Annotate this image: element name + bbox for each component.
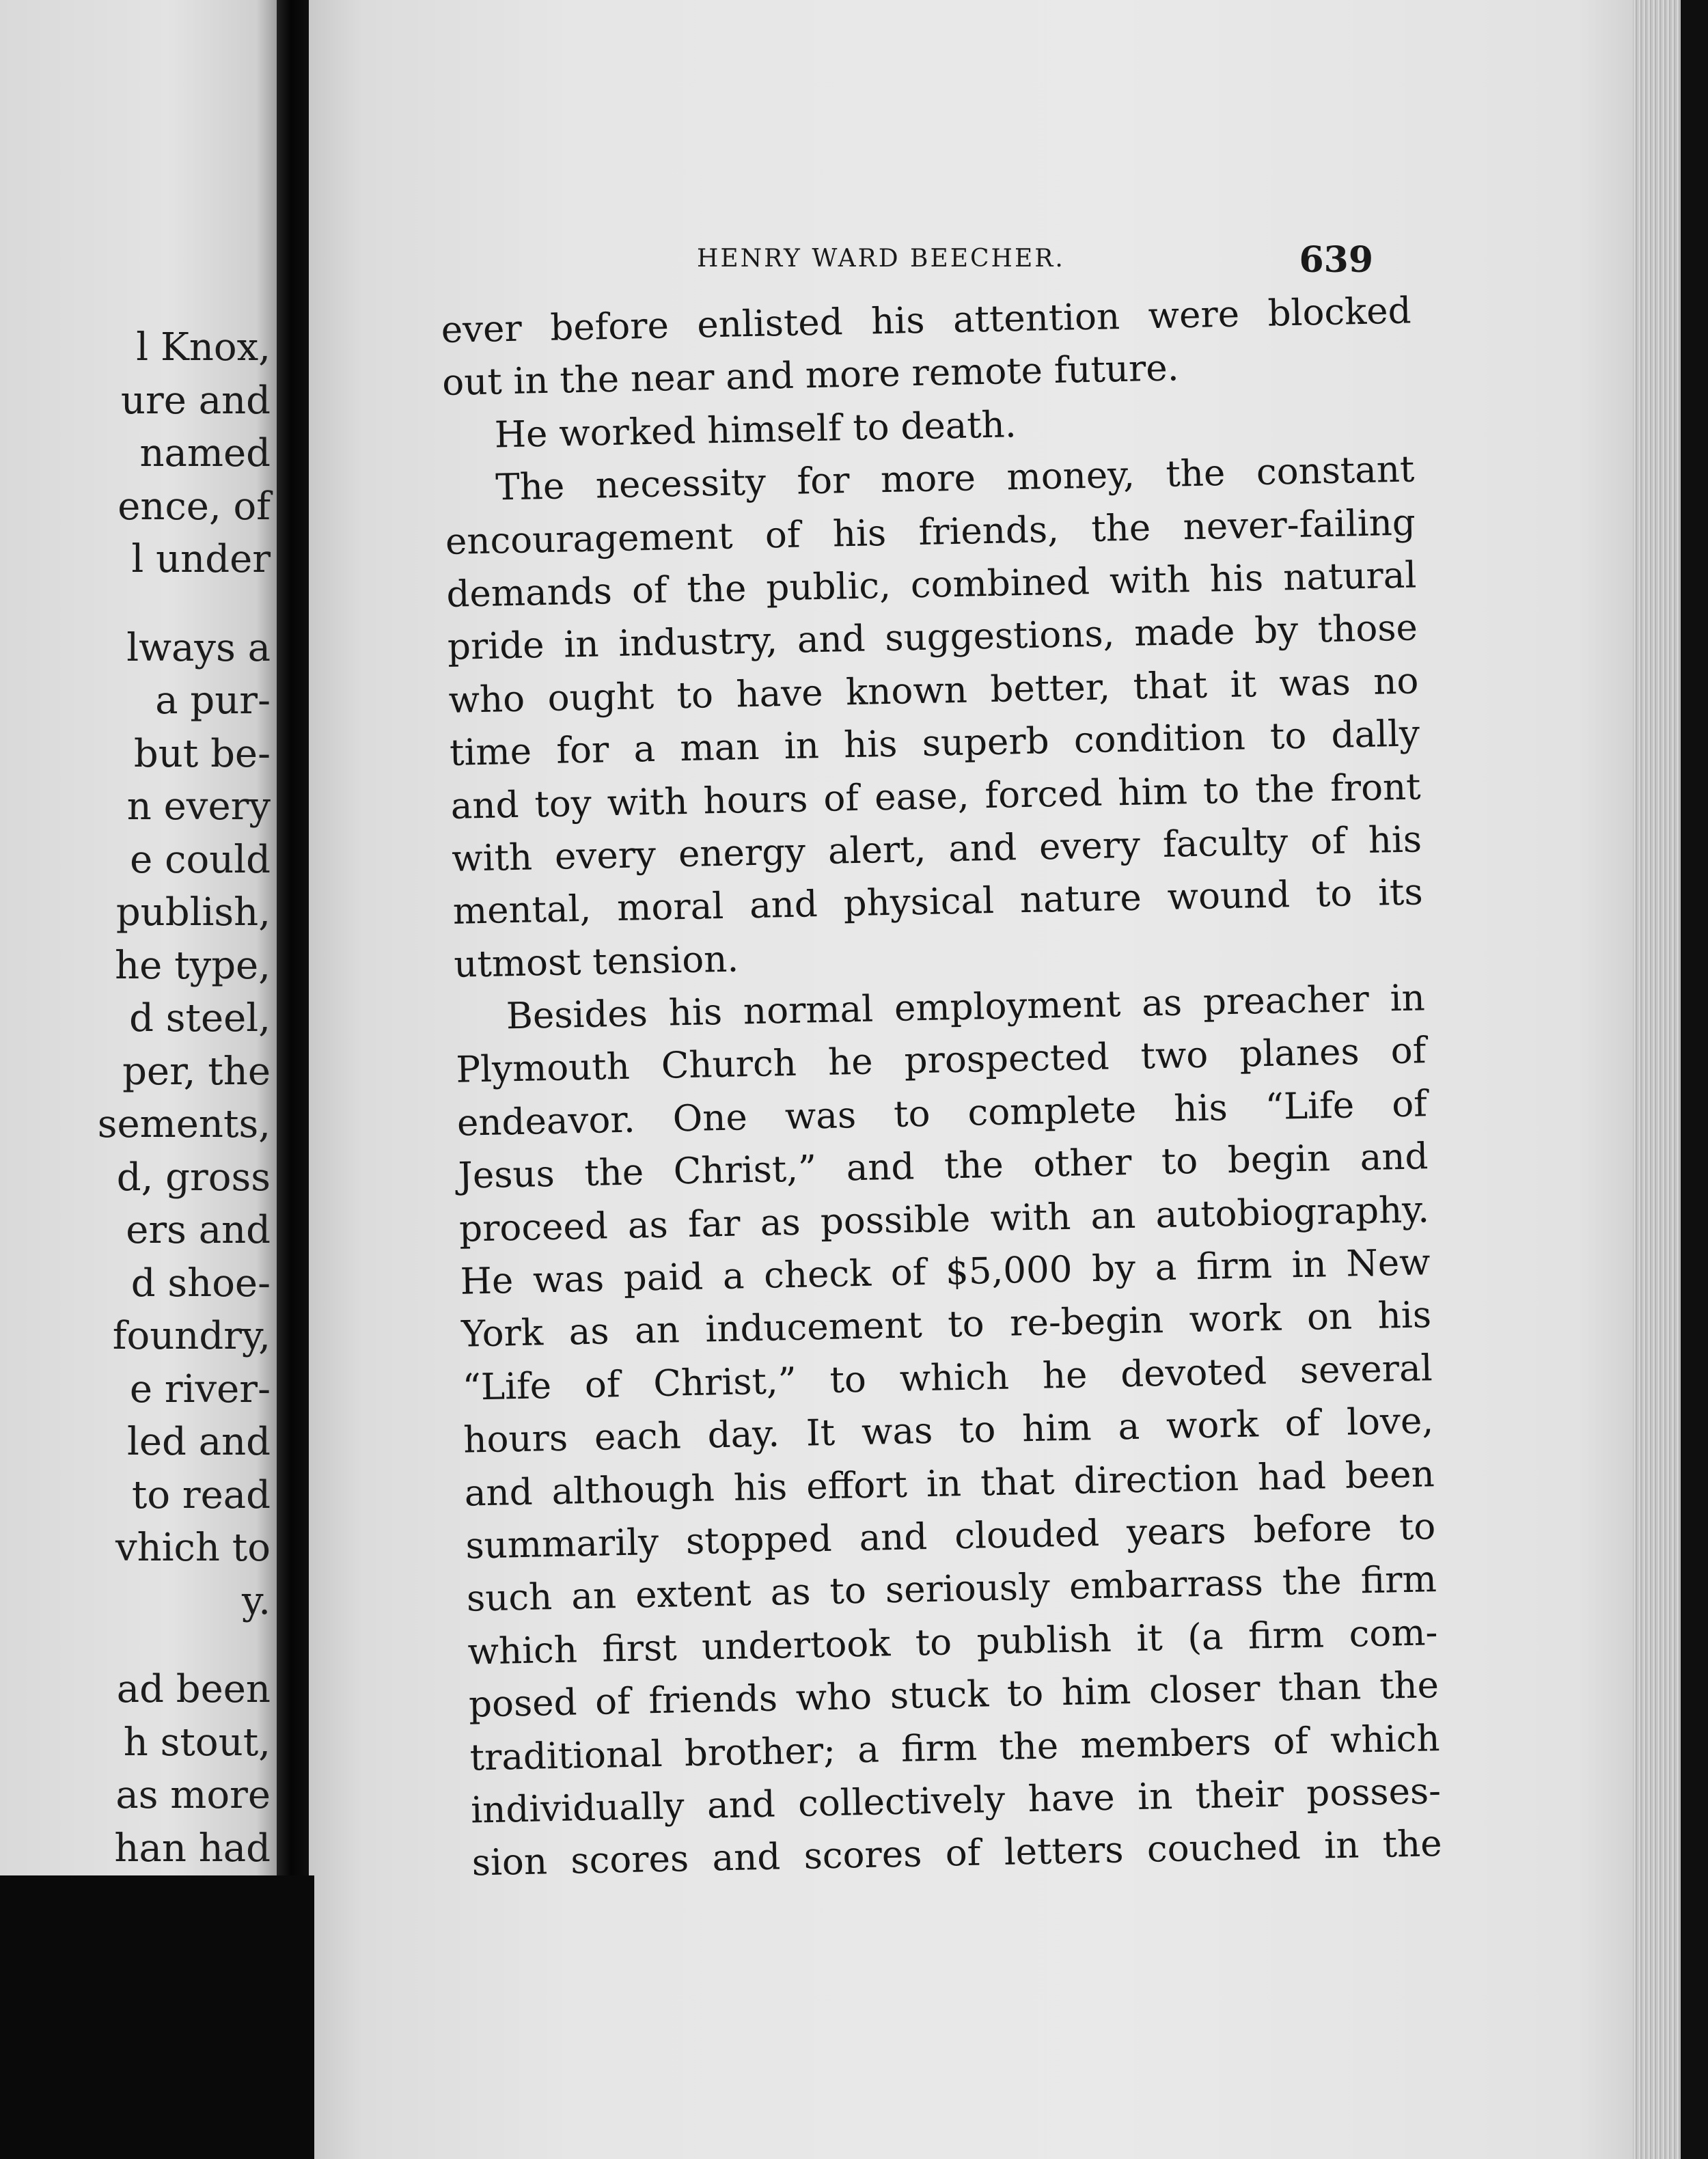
text-line: traditional brother; a firm the members of which	[469, 1717, 1441, 1779]
text-line: utmost tension.	[453, 938, 739, 986]
left-line: led and	[127, 1420, 271, 1464]
left-line: e could	[130, 837, 271, 882]
left-line: lways a	[126, 625, 271, 670]
left-line: y.	[242, 1578, 271, 1623]
left-line: named	[139, 431, 271, 476]
left-line: vhich to	[115, 1526, 271, 1570]
text-line: individually and collectively have in their posses-	[470, 1770, 1442, 1832]
left-line: d shoe-	[130, 1261, 271, 1306]
left-line: l Knox,	[136, 325, 271, 370]
left-paragraph-gap	[98, 586, 271, 622]
text-line: who ought to have known better, that it was no	[448, 660, 1419, 721]
left-line: per, the	[122, 1049, 271, 1094]
page-body-text	[441, 285, 1442, 1890]
left-page	[0, 0, 279, 1875]
text-line: encouragement of his friends, the never-failing	[445, 501, 1416, 563]
left-line: ad been	[116, 1667, 271, 1711]
page-edges	[1633, 0, 1681, 2159]
left-line: to read	[131, 1472, 271, 1517]
left-line: ence, of	[118, 484, 271, 529]
text-line: sion scores and scores of letters couched in the	[471, 1823, 1443, 1884]
text-line: time for a man in his superb condition to dally	[449, 713, 1420, 774]
left-line: foundry,	[112, 1314, 271, 1358]
scan-shadow	[0, 1875, 314, 2159]
left-line: as more	[115, 1773, 271, 1817]
text-line: and although his effort in that direction had been	[464, 1453, 1435, 1515]
text-line: ever before enlisted his attention were blocked	[441, 290, 1412, 351]
left-line: but be-	[133, 731, 271, 776]
text-line: endeavor. One was to complete his “Life of	[456, 1083, 1428, 1144]
text-line: pride in industry, and suggestions, made by those	[447, 607, 1418, 669]
left-line: han had	[114, 1826, 271, 1871]
left-line: publish,	[115, 890, 271, 935]
left-line: d steel,	[129, 996, 271, 1041]
text-line: such an extent as to seriously embarrass the firm	[466, 1558, 1437, 1620]
text-line: posed of friends who stuck to him closer than the	[468, 1664, 1440, 1726]
text-line: Jesus the Christ,” and the other to begin and	[458, 1136, 1429, 1197]
left-line: he type,	[115, 943, 271, 988]
text-line: The necessity for more money, the constant	[495, 448, 1415, 509]
text-line: Besides his normal employment as preacher in	[506, 977, 1426, 1038]
book-gutter	[277, 0, 312, 2159]
text-line: proceed as far as possible with an autobiography.	[458, 1188, 1430, 1250]
left-line: n every	[126, 784, 271, 829]
left-line: d, gross	[116, 1155, 271, 1200]
text-line: York as an inducement to re-begin work on his	[460, 1294, 1432, 1356]
text-line: “Life of Christ,” to which he devoted several	[462, 1347, 1433, 1409]
left-line: ure and	[120, 378, 271, 423]
text-line: hours each day. It was to him a work of love,	[463, 1400, 1434, 1461]
left-line: sements,	[97, 1102, 271, 1146]
left-page-text	[98, 321, 271, 1875]
left-line: e river-	[129, 1366, 271, 1412]
text-line: with every energy alert, and every faculty of his	[451, 819, 1422, 880]
text-line: Plymouth Church he prospected two planes of	[455, 1030, 1427, 1092]
running-title: HENRY WARD BEECHER.	[697, 245, 1065, 273]
left-paragraph-gap	[98, 1627, 271, 1663]
running-head	[697, 239, 1373, 287]
text-line: summarily stopped and clouded years before to	[465, 1506, 1436, 1567]
text-line: out in the near and more remote future.	[441, 347, 1180, 404]
text-line: and toy with hours of ease, forced him to the front	[450, 765, 1422, 827]
text-line: demands of the public, combined with his natural	[445, 554, 1417, 616]
left-line: l under	[131, 537, 271, 581]
left-line: ers and	[126, 1208, 271, 1252]
page-number: 639	[1299, 239, 1373, 281]
text-line: He worked himself to death.	[494, 403, 1017, 456]
text-line: which first undertook to publish it (a firm com-	[467, 1611, 1438, 1673]
text-line: mental, moral and physical nature wound to its	[452, 871, 1424, 933]
left-line: h stout,	[123, 1720, 271, 1765]
left-line: a pur-	[155, 678, 271, 723]
text-line: He was paid a check of $5,000 by a firm in New	[460, 1241, 1431, 1303]
